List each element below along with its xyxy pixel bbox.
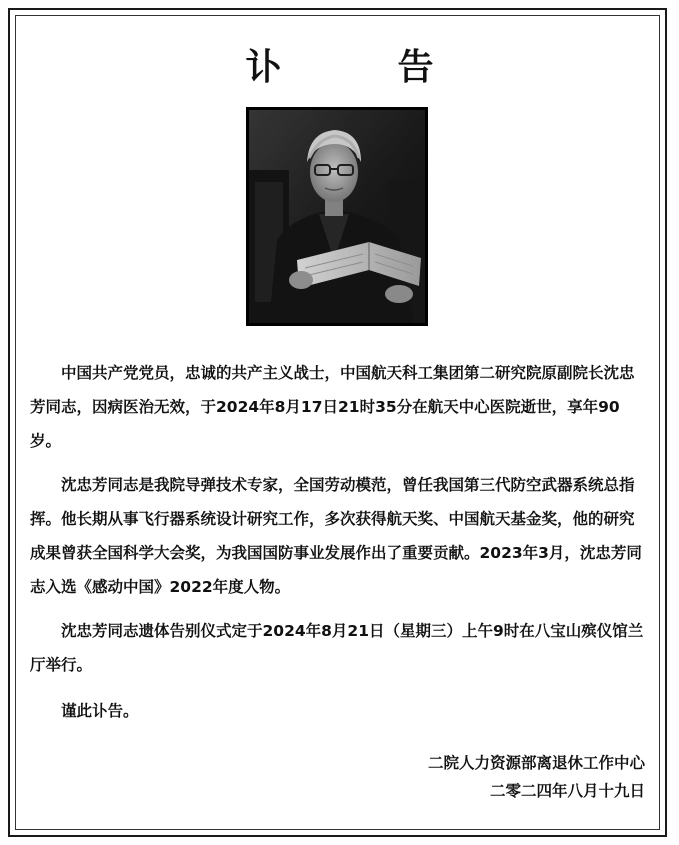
notice-paragraph-1: 中国共产党党员，忠诚的共产主义战士，中国航天科工集团第二研究院原副院长沈忠芳同志，因病医治无效，于2024年8月17日21时35分在航天中心医院逝世，享年90岁。 [30,364,635,450]
memorial-portrait-photo [246,107,428,326]
signature-organization: 二院人力资源部离退休工作中心 [427,754,645,772]
notice-paragraph-2: 沈忠芳同志是我院导弹技术专家，全国劳动模范，曾任我国第三代防空武器系统总指挥。他长期从事飞行器系统设计研究工作，多次获得航天奖、中国航天基金奖，他的研究成果曾获全国科学大会奖，为我国国防事业发展作出了重要贡献。2023年3月，沈忠芳同志入选《感动中国》2022年度人物。 [30,476,642,596]
signature-date: 二零二四年八月十九日 [489,782,645,800]
notice-title: 讣 告 [245,47,474,88]
portrait-image [249,110,425,323]
notice-paragraph-4: 谨此讣告。 [61,702,139,720]
notice-paragraph-3: 沈忠芳同志遗体告别仪式定于2024年8月21日（星期三）上午9时在八宝山殡仪馆兰厅举行。 [30,622,644,674]
